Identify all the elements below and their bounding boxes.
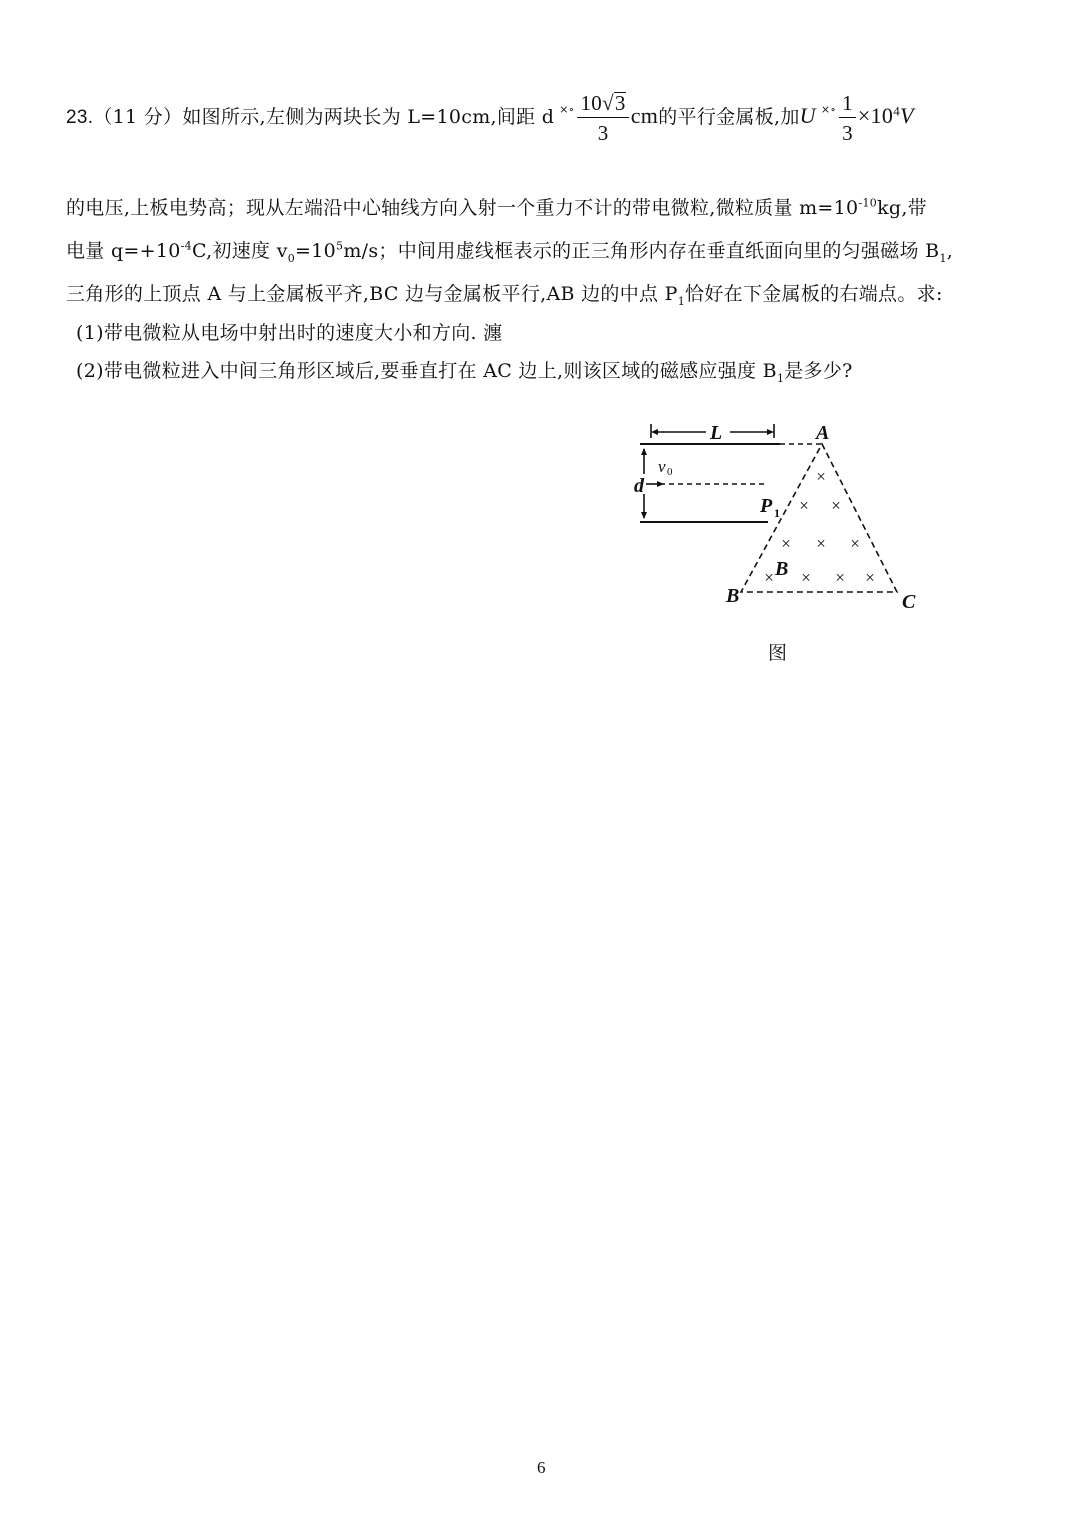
l-arrowhead-right [767,429,774,435]
label-b-vertex: B [726,585,740,607]
line3-text-a: 电量 q=+10 [66,240,181,262]
problem-line-3 [66,236,953,265]
field-cross: × [816,534,826,553]
field-cross: × [781,534,791,553]
line3-text-d: m/s；中间用虚线框表示的正三角形内存在垂直纸面向里的匀强磁场 B [343,240,940,262]
u-fraction [839,90,856,145]
question2-sub: 1 [776,371,785,385]
line3-text-b: C,初速度 v [191,240,288,262]
line4-text-b: 恰好在下金属板的右端点。求: [685,283,943,305]
problem-line1-text: 如图所示,左侧为两块长为 L=10cm,间距 d [182,106,555,128]
line3-sup2: 5 [336,239,344,253]
label-p: P [760,495,773,517]
line3-sub2: 1 [939,251,947,265]
physics-figure [618,412,938,622]
problem-number: 23. [66,107,94,128]
line4-sub: 1 [677,294,686,308]
d-arrowhead-bottom [641,512,647,519]
d-prefix-symbol: ×∘ [559,103,575,116]
label-p-sub: 1 [774,506,780,520]
problem-line1-mid: 的平行金属板,加 [658,106,800,128]
u-exponent: 4 [893,103,901,119]
question2-text-a: (2)带电微粒进入中间三角形区域后,要垂直打在 AC 边上,则该区域的磁感应强度 B [76,360,777,382]
line4-text-a: 三角形的上顶点 A 与上金属板平齐,BC 边与金属板平行,AB 边的中点 P [66,283,678,305]
u-unit: V [900,103,914,128]
field-cross: × [865,568,875,587]
page-number: 6 [537,1458,546,1477]
problem-line-4 [66,279,943,308]
label-a: A [816,422,830,444]
figure-caption: 图 [768,642,788,664]
label-d: d [634,475,644,497]
line3-sup1: -4 [180,239,192,253]
question-1: (1)带电微粒从电场中射出时的速度大小和方向. 瀍 [76,322,503,344]
label-field-b: B [775,558,789,580]
problem-line-1 [66,92,914,144]
field-cross: × [835,568,845,587]
line3-sub: 0 [287,251,296,265]
field-cross: × [850,534,860,553]
u-numerator: 1 [839,93,856,118]
d-fraction [577,92,628,144]
d-arrowhead-top [641,448,647,455]
sqrt-sign: √ [602,91,614,115]
field-cross: × [816,467,826,486]
d-denominator: 3 [597,121,609,145]
problem-line-2 [66,193,927,220]
field-cross: × [764,568,774,587]
u-denominator: 3 [842,120,853,145]
line2-text-a: 的电压,上板电势高；现从左端沿中心轴线方向入射一个重力不计的带电微粒,微粒质量 m=10 [66,197,859,219]
problem-points: （11 分） [93,106,183,128]
field-cross: × [801,568,811,587]
field-cross: × [831,496,841,515]
line2-sup: -10 [858,196,878,210]
field-cross: × [799,496,809,515]
question-2 [76,356,853,385]
label-l: L [710,422,723,444]
label-c: C [902,591,916,613]
velocity-arrowhead [657,481,664,487]
line3-text-e: , [946,240,954,262]
d-numerator: 10 [580,91,603,115]
label-v: v [658,457,666,476]
d-unit: cm [630,103,659,128]
line2-text-b: kg,带 [877,197,927,219]
u-prefix-symbol: ×∘ [820,103,837,116]
line3-text-c: =10 [295,240,337,262]
u-times: ×10 [857,103,894,128]
l-arrowhead-left [651,429,658,435]
d-sqrt-arg: 3 [614,91,626,115]
voltage-symbol: U [799,103,816,128]
question2-text-b: 是多少? [784,360,853,382]
label-v-sub: 0 [667,466,673,478]
